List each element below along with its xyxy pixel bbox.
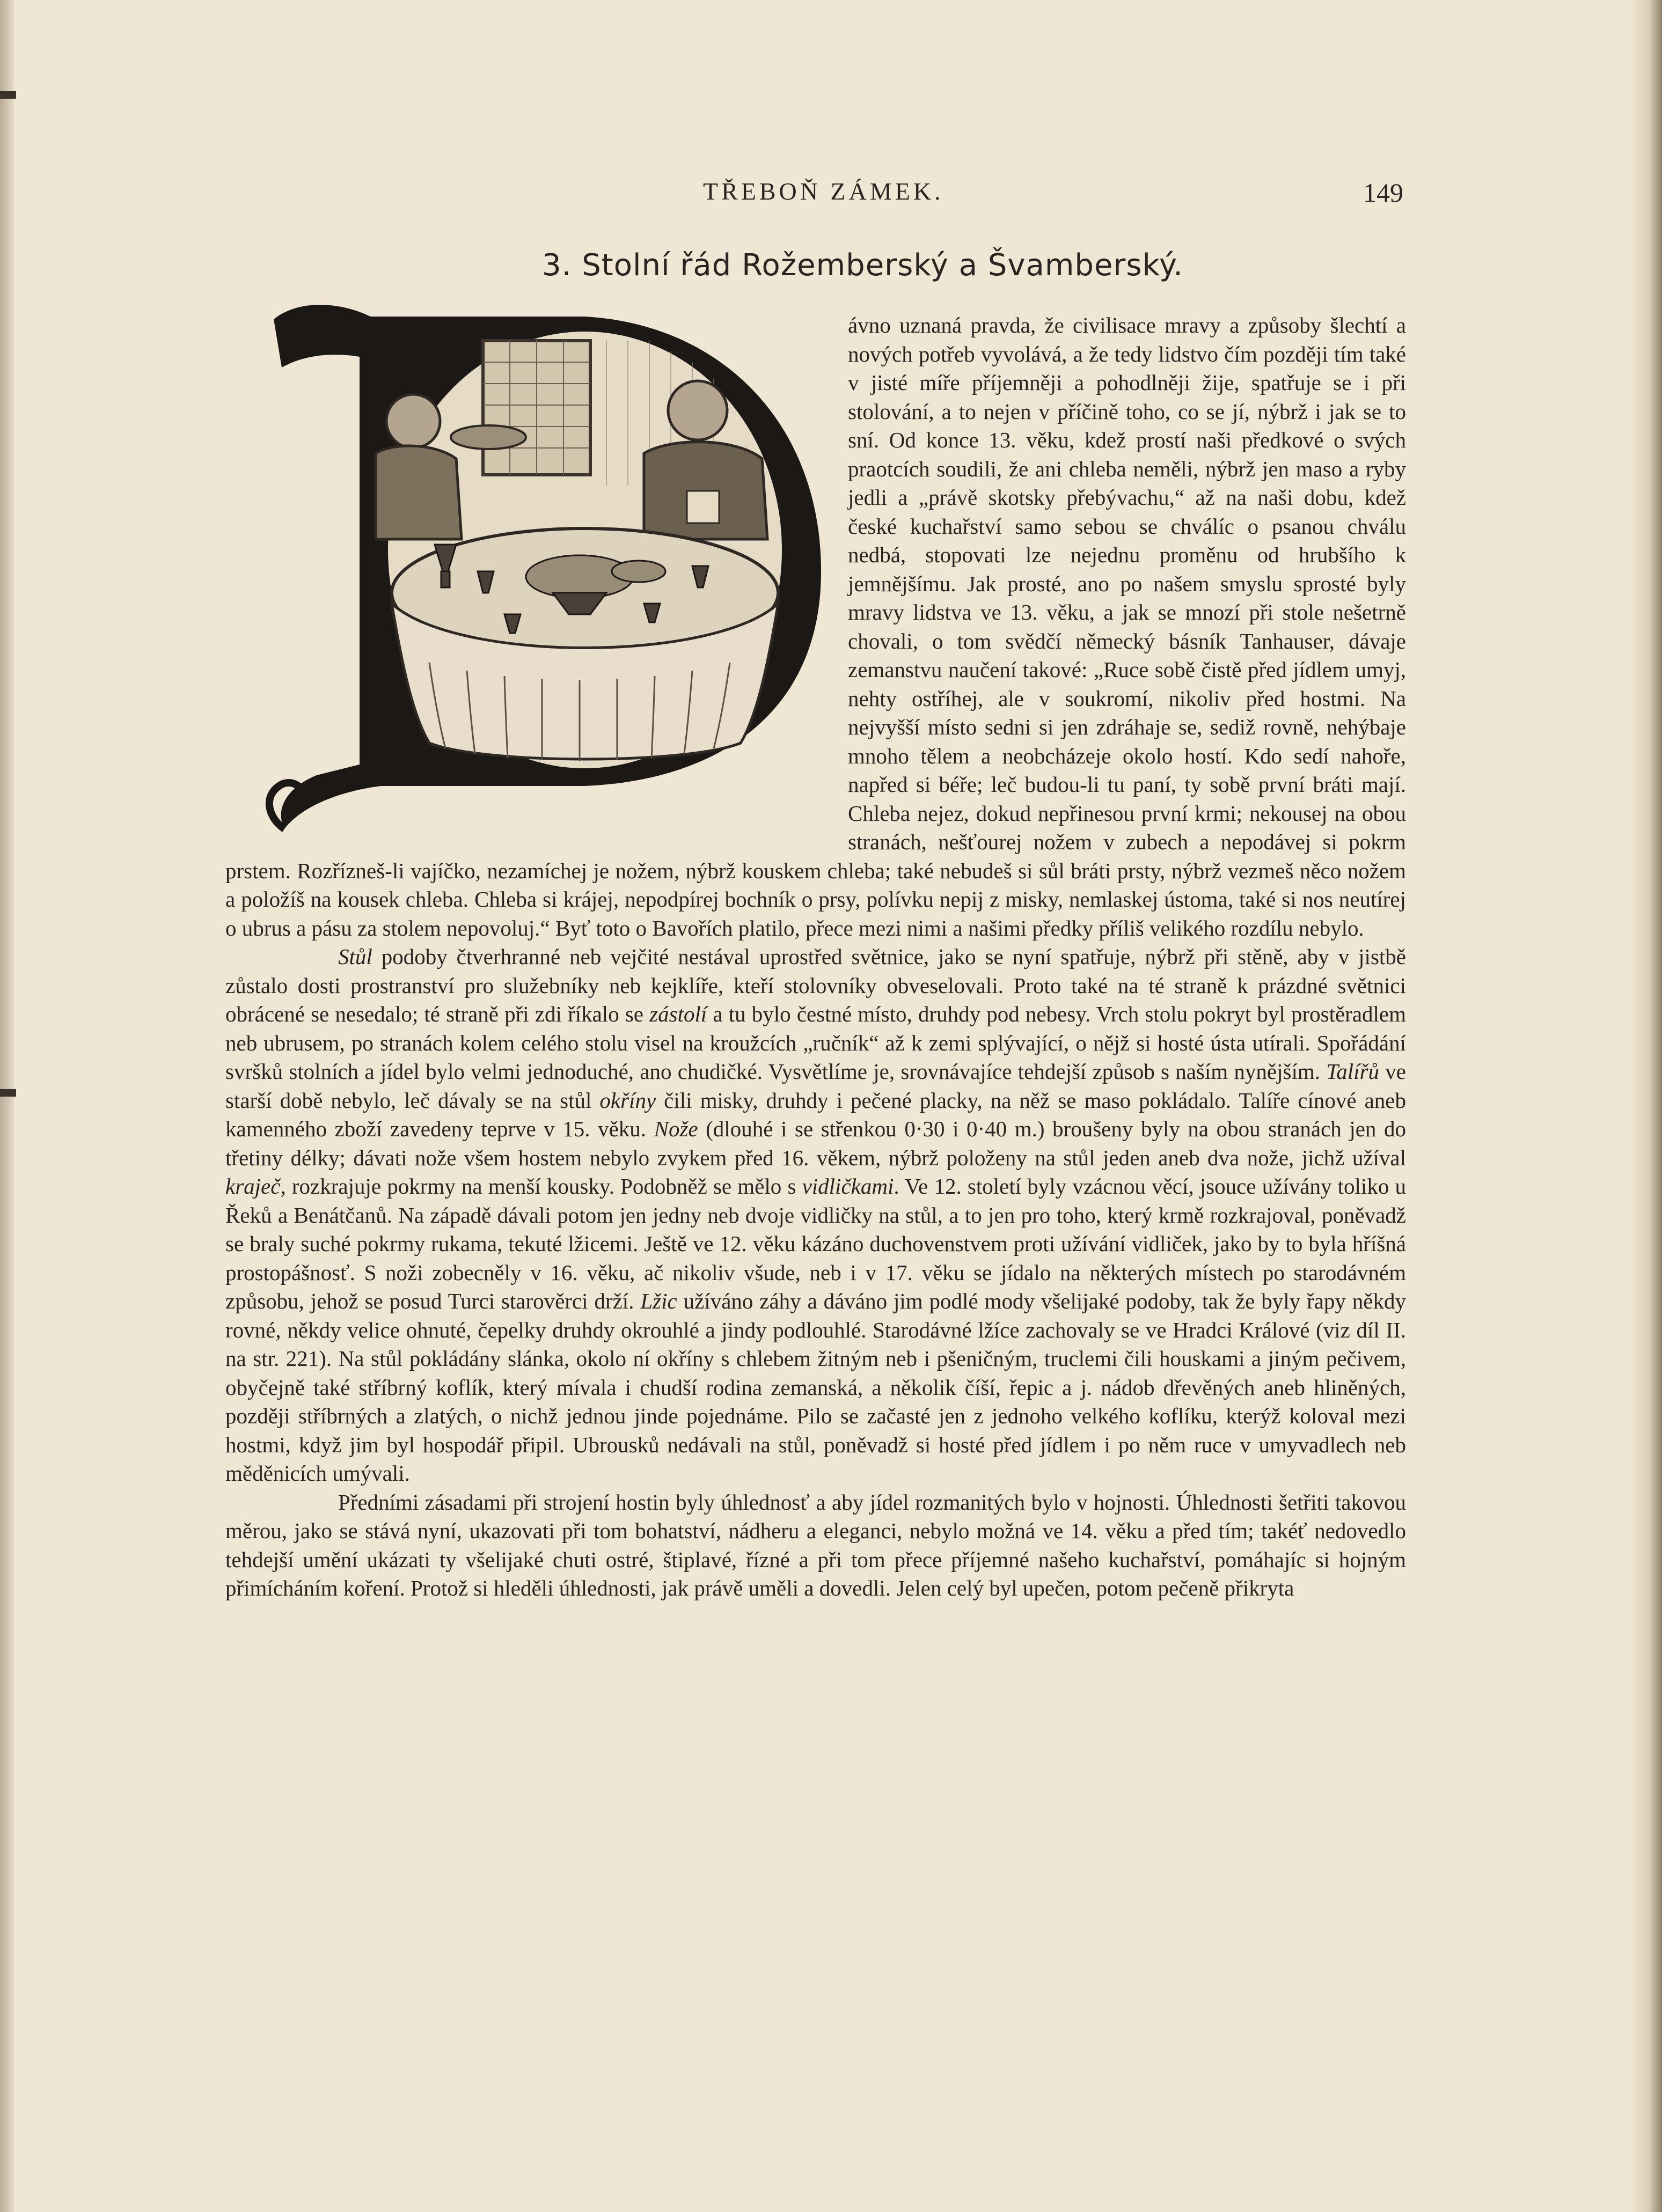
term-zastoli: zástolí xyxy=(649,1002,707,1026)
page-number: 149 xyxy=(1363,178,1403,208)
segment: Předními zásadami při strojení hostin byly úhlednosť a aby jídel rozmanitých bylo v hojnosti. Úhlednosti šetřiti takovou měrou, jako se stává nyní, ukazovati při tom bohatství, nádheru a eleganci, nebylo možná ve 14. věku a před tím; takéť nedovedlo tehdejší umění ukázati ty všelijaké chuti ostré, štiplavé, řízné a při tom přece příjemné našeho kuchařství, pomáhajíc si hojným přimícháním koření. Protož si hleděli úhlednosti, jak právě uměli a dovedli. Jelen celý byl upečen, potom pečeně přikryta xyxy=(225,1489,1406,1600)
segment: čili misky, druhdy i pečené placky, na něž se maso pokládalo. Talíře cínové aneb kamenného zboží zavedeny teprve v 15. věku. xyxy=(225,1087,1406,1141)
segment: ve starší době nebylo, leč dávaly se na stůl xyxy=(225,1059,1407,1113)
section-title: 3. Stolní řád Rožemberský a Švamberský. xyxy=(542,248,1183,283)
segment: a tu bylo čestné místo, druhdy pod nebesy. Vrch stolu pokryt byl prostěradlem neb ubrusem, po stranách kolem celého stolu visel na kroužcích „ručník“ až k zemi splývající, o nějž si hosté ústa utírali. Spořádání svršků stolních a jídel bylo velmi jednoduché, ano chudičké. Vysvětlíme je, srovnávajíce tehdejší způsob s naším nynějším. xyxy=(225,1002,1406,1084)
segment: užíváno záhy a dáváno jim podlé mody všelijaké podoby, tak že byly řapy někdy rovné, někdy velice ohnuté, čepelky druhdy okrouhlé a jindy podlouhlé. Starodávné lžíce zachovaly se ve Hradci Králové (viz díl II. na str. 221). Na stůl pokládány slánka, okolo ní okříny s chlebem žitným neb i pšeničným, truclemi čili houskami a jiným pečivem, obyčejně také stříbrný koflík, který mívala i chudší rodina zemanská, a několik číší, řepic a j. nádob dřevěných aneb hliněných, později stříbrných a zlatých, o nichž jednou jinde pojednáme. Pilo se začasté jen z jednoho velkého koflíku, kterýž koloval mezi hostmi, když jim byl hospodář připil. Ubrousků nedávali na stůl, poněvadž si hosté před jídlem i po něm ruce v umyvadlech neb měděnicích umývali. xyxy=(225,1289,1406,1486)
paragraph-2 xyxy=(225,943,1406,1488)
term-krajec: kraječ xyxy=(225,1174,281,1199)
page-edge-left xyxy=(0,0,14,2212)
page-edge-right xyxy=(1630,0,1662,2212)
term-noze: Nože xyxy=(654,1116,698,1141)
initial-space xyxy=(225,306,848,848)
term-okriny: okříny xyxy=(599,1087,656,1113)
segment: . Ve 12. století byly vzácnou věcí, jsouce užívány toliko u Řeků a Benátčanů. Na západě dávali potom jen jedny neb dvoje vidličky na stůl, a to jen pro toho, který krmě rozkrajoval, poněvadž se braly suché pokrmy rukama, tekuté lžicemi. Ještě ve 12. věku kázáno duchovenstvem proti užívání vidliček, jako by to byla hříšná prostopášnosť. S noži zobecněly v 16. věku, ač nikoliv všude, neb i v 17. věku se jídalo na některých místech po starodávném způsobu, jehož se posud Turci starověrci drží. xyxy=(225,1174,1406,1313)
paragraph-3 xyxy=(225,1488,1406,1603)
term-taliru: Talířů xyxy=(1326,1059,1380,1084)
segment: podoby čtverhranné neb vejčité nestával uprostřed světnice, jako se nyní spatřuje, nýbrž při stěně, aby v jistbě zůstalo dosti prostranství pro služebníky neb kejklíře, kteří stolovníky obveselovali. Proto také na té straně k prázdné světnici obrácené se nesedalo; té straně při zdi říkalo se xyxy=(225,944,1406,1026)
term-lzic: Lžic xyxy=(640,1289,677,1313)
segment: , rozkrajuje pokrmy na menší kousky. Podobněž se mělo s xyxy=(280,1174,802,1199)
term-vidlickami: vidličkami xyxy=(802,1174,894,1199)
main-text xyxy=(225,311,1406,1603)
running-title: TŘEBOŇ ZÁMEK. xyxy=(703,178,944,205)
binding-mark xyxy=(0,91,16,99)
binding-mark xyxy=(0,1089,16,1097)
segment: ávno uznaná pravda, že civilisace mravy a způsoby šlechtí a nových potřeb vyvolává, a že tedy lidstvo čím později tím také v jisté míře příjemněji a pohodlněji žije, spatřuje se i při stolování, a to nejen v příčině toho, co se jí, nýbrž i jak se to sní. Od konce 13. věku, kdež prostí naši předkové o svých praotcích soudili, že ani chleba neměli, nýbrž jen maso a ryby jedli a „právě skotsky přebývachu,“ až na naši dobu, kdež české kuchařství samo sebou se chválíc o psanou chválu nedbá, stopovati lze nejednu proměnu od hrubšího k jemnějšímu. Jak prosté, ano po našem smyslu sprosté byly mravy lidstva ve 13. věku, a jak se mnozí při stole nešetrně chovali, o tom svědčí německý básník Tanhauser, dávaje zemanstvu naučení takové: „Ruce sobě čistě před jídlem umyj, nehty ostříhej, ale v soukromí, nikoliv před hostmi. Na nejvyšší místo sedni si jen zdráhaje se, sediž rovně, nehýbaje mnoho tělem a neobcházeje okolo hostí. Kdo sedí nahoře, napřed si béře; leč budou-li tu paní, ty sobě první bráti mají. Chleba nejez, dokud nepřinesou první krmi; nekousej na obou stranách, nešťourej nožem v zubech a nepodávej si pokrm prstem. Rozřízneš-li vajíčko, nezamíchej je nožem, nýbrž kouskem chleba; také nebudeš si sůl bráti prsty, nýbrž vezmeš něco nožem a položíš na kousek chleba. Chleba si krájej, nepodpírej bochník o prsy, polívku nepij z misky, nemlaskej ústoma, také si nos neutírej o ubrus a pásu za stolem nepovoluj.“ Byť toto o Bavořích platilo, přece mezi nimi a našimi předky příliš velikého rozdílu nebylo. xyxy=(225,313,1406,940)
term-stul: Stůl xyxy=(338,944,372,969)
segment: (dlouhé i se střenkou 0·30 i 0·40 m.) broušeny byly na obou stranách jen do třetiny délky; dávati nože všem hostem nebylo zvykem před 16. věkem, nýbrž položeny na stůl jeden aneb dva nože, jichž užíval xyxy=(225,1116,1406,1170)
